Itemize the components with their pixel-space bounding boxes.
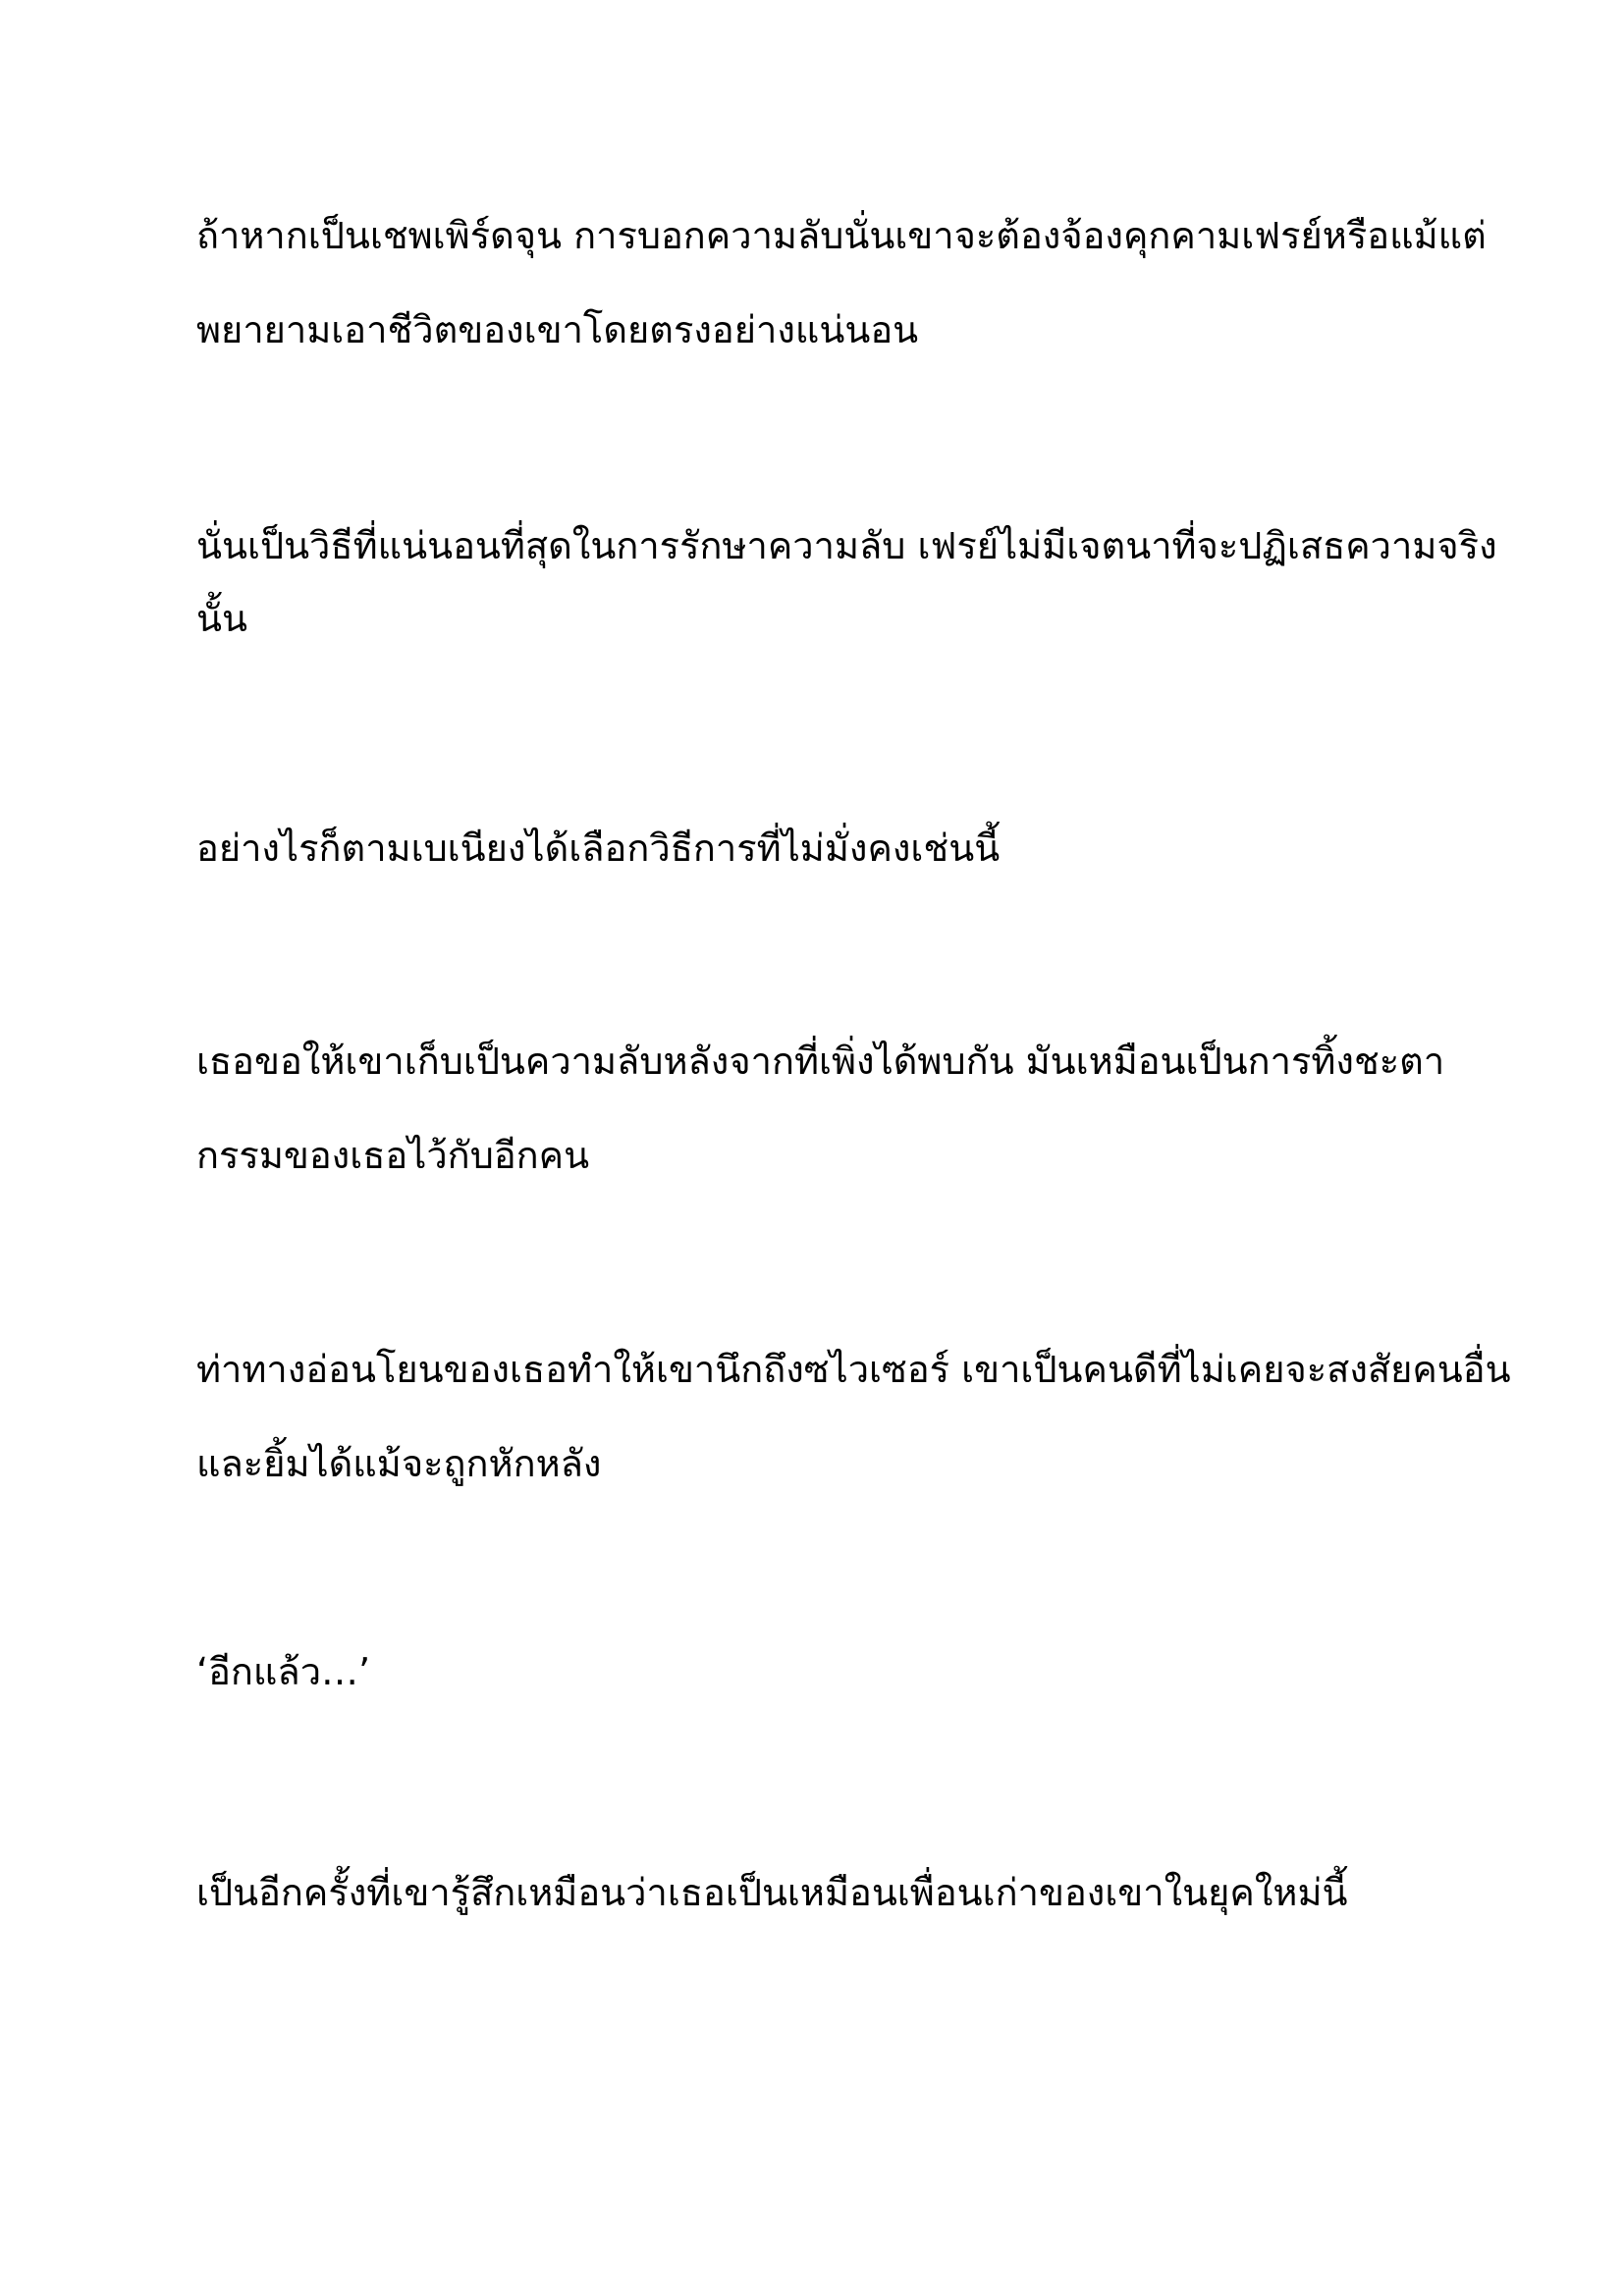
paragraph-line: เธอขอให้เขาเก็บเป็นความลับหลังจากที่เพิ่งได้พบกัน มันเหมือนเป็นการทิ้งชะตา: [196, 1040, 1445, 1083]
paragraph-line: อย่างไรก็ตามเบเนียงได้เลือกวิธีการที่ไม่มั่งคงเช่นนี้: [196, 827, 1001, 870]
paragraph-7: [196, 1845, 1434, 1940]
paragraph-line: ‘อีกแล้ว…’: [196, 1650, 371, 1693]
paragraph-line: พยายามเอาชีวิตของเขาโดยตรงอย่างแน่นอน: [196, 308, 919, 351]
paragraph-3: [196, 801, 1434, 895]
paragraph-line: นั่นเป็นวิธีที่แน่นอนที่สุดในการรักษาความลับ เฟรย์ไม่มีเจตนาที่จะปฏิเสธความจริง: [196, 524, 1497, 567]
paragraph-line: และยิ้มได้แม้จะถูกหักหลัง: [196, 1442, 602, 1485]
paragraph-line: เป็นอีกครั้งที่เขารู้สึกเหมือนว่าเธอเป็นเหมือนเพื่อนเก่าของเขาในยุคใหม่นี้: [196, 1871, 1348, 1914]
paragraph-line: กรรมของเธอไว้กับอีกคน: [196, 1134, 590, 1177]
paragraph-6: [196, 1625, 1434, 1719]
paragraph-1: [196, 188, 1487, 377]
paragraph-line: ท่าทางอ่อนโยนของเธอทำให้เขานึกถึงซไวเซอร์ เขาเป็นคนดีที่ไม่เคยจะสงสัยคนอื่น: [196, 1348, 1511, 1391]
paragraph-2: [196, 499, 1497, 644]
paragraph-5: [196, 1322, 1511, 1511]
paragraph-line: ถ้าหากเป็นเชพเพิร์ดจุน การบอกความลับนั่นเขาจะต้องจ้องคุกคามเฟรย์หรือแม้แต่: [196, 214, 1487, 257]
paragraph-line: นั้น: [196, 597, 247, 640]
paragraph-4: [196, 1014, 1445, 1202]
